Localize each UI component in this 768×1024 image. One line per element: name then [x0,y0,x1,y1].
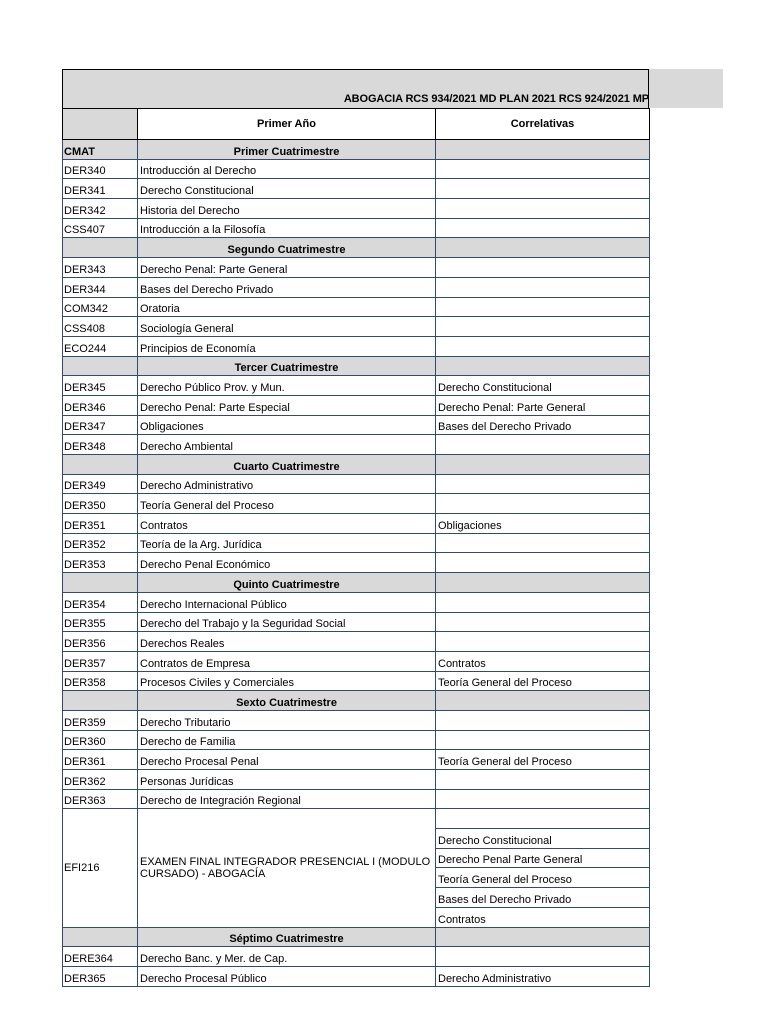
course-code: DER357 [63,651,138,671]
course-name: Bases del Derecho Privado [138,277,436,297]
table-header-row [63,109,650,140]
course-name: Derecho Procesal Penal [138,750,436,770]
course-correlativas [436,336,650,356]
course-name: Derecho de Integración Regional [138,789,436,809]
course-name: EXAMEN FINAL INTEGRADOR PRESENCIAL I (MODULO CURSADO) - ABOGACÍA [138,809,436,927]
course-correlativas [436,710,650,730]
course-name: Obligaciones [138,415,436,435]
course-name: Derecho Ambiental [138,435,436,455]
course-name: Procesos Civiles y Comerciales [138,671,436,691]
course-code: DER353 [63,553,138,573]
course-correlativas: Teoría General del Proceso [436,750,650,770]
course-name: Derecho del Trabajo y la Seguridad Social [138,612,436,632]
section-corr-empty [436,455,650,475]
section-title: Quinto Cuatrimestre [138,573,436,593]
table-row [63,218,650,238]
course-name: Derecho Banc. y Mer. de Cap. [138,947,436,967]
table-row [63,651,650,671]
course-code: DER350 [63,494,138,514]
course-name: Derecho Internacional Público [138,592,436,612]
course-code: DER340 [63,159,138,179]
course-correlativas [436,218,650,238]
section-code [63,927,138,947]
header-correlativas: Correlativas [436,109,650,140]
course-correlativas: Contratos [436,651,650,671]
course-code: DER343 [63,258,138,278]
table-row [63,632,650,652]
course-code: DER342 [63,199,138,219]
section-row [63,691,650,711]
table-row [63,179,650,199]
course-correlativas: Teoría General del Proceso [436,868,650,888]
course-code: DER359 [63,710,138,730]
table-row [63,159,650,179]
course-name: Derecho Administrativo [138,474,436,494]
course-name: Introducción a la Filosofía [138,218,436,238]
section-code [63,691,138,711]
table-row [63,317,650,337]
section-corr-empty [436,691,650,711]
course-name: Principios de Economía [138,336,436,356]
table-row [63,750,650,770]
table-row [63,415,650,435]
course-correlativas [436,947,650,967]
course-name: Derecho Procesal Público [138,966,436,986]
course-name: Teoría General del Proceso [138,494,436,514]
header-year: Primer Año [138,109,436,140]
course-code: DER362 [63,770,138,790]
table-row [63,947,650,967]
course-correlativas [436,159,650,179]
course-correlativas [436,474,650,494]
course-correlativas [436,789,650,809]
course-name: Derecho Público Prov. y Mun. [138,376,436,396]
course-correlativas [436,435,650,455]
course-code: DER345 [63,376,138,396]
course-code: DER358 [63,671,138,691]
course-code: DER355 [63,612,138,632]
section-corr-empty [436,238,650,258]
course-name: Historia del Derecho [138,199,436,219]
section-code [63,238,138,258]
course-correlativas [436,277,650,297]
section-row [63,140,650,160]
course-correlativas [436,317,650,337]
course-name: Derechos Reales [138,632,436,652]
section-code [63,573,138,593]
course-code: DER348 [63,435,138,455]
table-row [63,297,650,317]
table-row [63,533,650,553]
section-corr-empty [436,356,650,376]
section-row [63,238,650,258]
course-correlativas [436,592,650,612]
course-code: ECO244 [63,336,138,356]
course-correlativas: Teoría General del Proceso [436,671,650,691]
course-correlativas [436,770,650,790]
table-row [63,710,650,730]
course-correlativas [436,612,650,632]
course-name: Oratoria [138,297,436,317]
course-name: Derecho Tributario [138,710,436,730]
course-code: DER344 [63,277,138,297]
course-code: DERE364 [63,947,138,967]
curriculum-table-body [63,109,650,987]
course-name: Introducción al Derecho [138,159,436,179]
course-correlativas [436,297,650,317]
course-correlativas [436,494,650,514]
course-name: Teoría de la Arg. Jurídica [138,533,436,553]
table-row [63,277,650,297]
course-correlativas: Bases del Derecho Privado [436,888,650,908]
course-code: DER356 [63,632,138,652]
course-code: COM342 [63,297,138,317]
table-row [63,474,650,494]
section-title: Séptimo Cuatrimestre [138,927,436,947]
section-code [63,356,138,376]
course-name: Derecho de Familia [138,730,436,750]
table-row [63,770,650,790]
sheet-title: ABOGACIA RCS 934/2021 MD PLAN 2021 RCS 924/2021 MP [343,93,649,105]
curriculum-table [62,108,650,987]
header-code-cell [63,109,138,140]
course-code: DER352 [63,533,138,553]
course-name: Personas Jurídicas [138,770,436,790]
course-correlativas: Derecho Constitucional [436,376,650,396]
course-correlativas [436,179,650,199]
course-code: DER347 [63,415,138,435]
course-correlativas [436,199,650,219]
course-code: DER354 [63,592,138,612]
table-row [63,336,650,356]
course-name: Derecho Constitucional [138,179,436,199]
course-code: DER341 [63,179,138,199]
course-name: Contratos [138,514,436,534]
section-row [63,455,650,475]
course-correlativas [436,632,650,652]
section-code [63,455,138,475]
course-code: CSS408 [63,317,138,337]
course-name: Derecho Penal: Parte General [138,258,436,278]
table-row [63,730,650,750]
section-title: Segundo Cuatrimestre [138,238,436,258]
table-row [63,494,650,514]
course-code: DER349 [63,474,138,494]
course-correlativas: Derecho Penal Parte General [436,848,650,868]
course-correlativas [436,533,650,553]
table-row [63,592,650,612]
course-code: EFI216 [63,809,138,927]
course-correlativas: Derecho Penal: Parte General [436,395,650,415]
course-name: Sociología General [138,317,436,337]
course-correlativas: Derecho Constitucional [436,829,650,849]
course-code: DER361 [63,750,138,770]
section-title: Sexto Cuatrimestre [138,691,436,711]
course-correlativas: Obligaciones [436,514,650,534]
section-row [63,573,650,593]
section-row [63,356,650,376]
course-name: Contratos de Empresa [138,651,436,671]
course-correlativas: Bases del Derecho Privado [436,415,650,435]
table-row [63,612,650,632]
course-code: DER360 [63,730,138,750]
table-row [63,671,650,691]
course-name: Derecho Penal: Parte Especial [138,395,436,415]
table-row [63,966,650,986]
section-corr-empty [436,573,650,593]
course-code: DER365 [63,966,138,986]
course-correlativas: Derecho Administrativo [436,966,650,986]
section-title: Cuarto Cuatrimestre [138,455,436,475]
course-correlativas: Contratos [436,907,650,927]
course-correlativas [436,258,650,278]
table-row [63,514,650,534]
course-code: DER351 [63,514,138,534]
course-code: CSS407 [63,218,138,238]
course-correlativas [436,809,650,829]
course-code: DER346 [63,395,138,415]
table-row [63,809,650,829]
course-name: Derecho Penal Económico [138,553,436,573]
section-title: Primer Cuatrimestre [138,140,436,160]
section-corr-empty [436,927,650,947]
section-title: Tercer Cuatrimestre [138,356,436,376]
table-row [63,376,650,396]
course-correlativas [436,730,650,750]
section-row [63,927,650,947]
section-code: CMAT [63,140,138,160]
table-row [63,258,650,278]
course-code: DER363 [63,789,138,809]
table-row [63,553,650,573]
table-row [63,199,650,219]
table-row [63,789,650,809]
table-row [63,395,650,415]
table-row [63,435,650,455]
course-correlativas [436,553,650,573]
section-corr-empty [436,140,650,160]
